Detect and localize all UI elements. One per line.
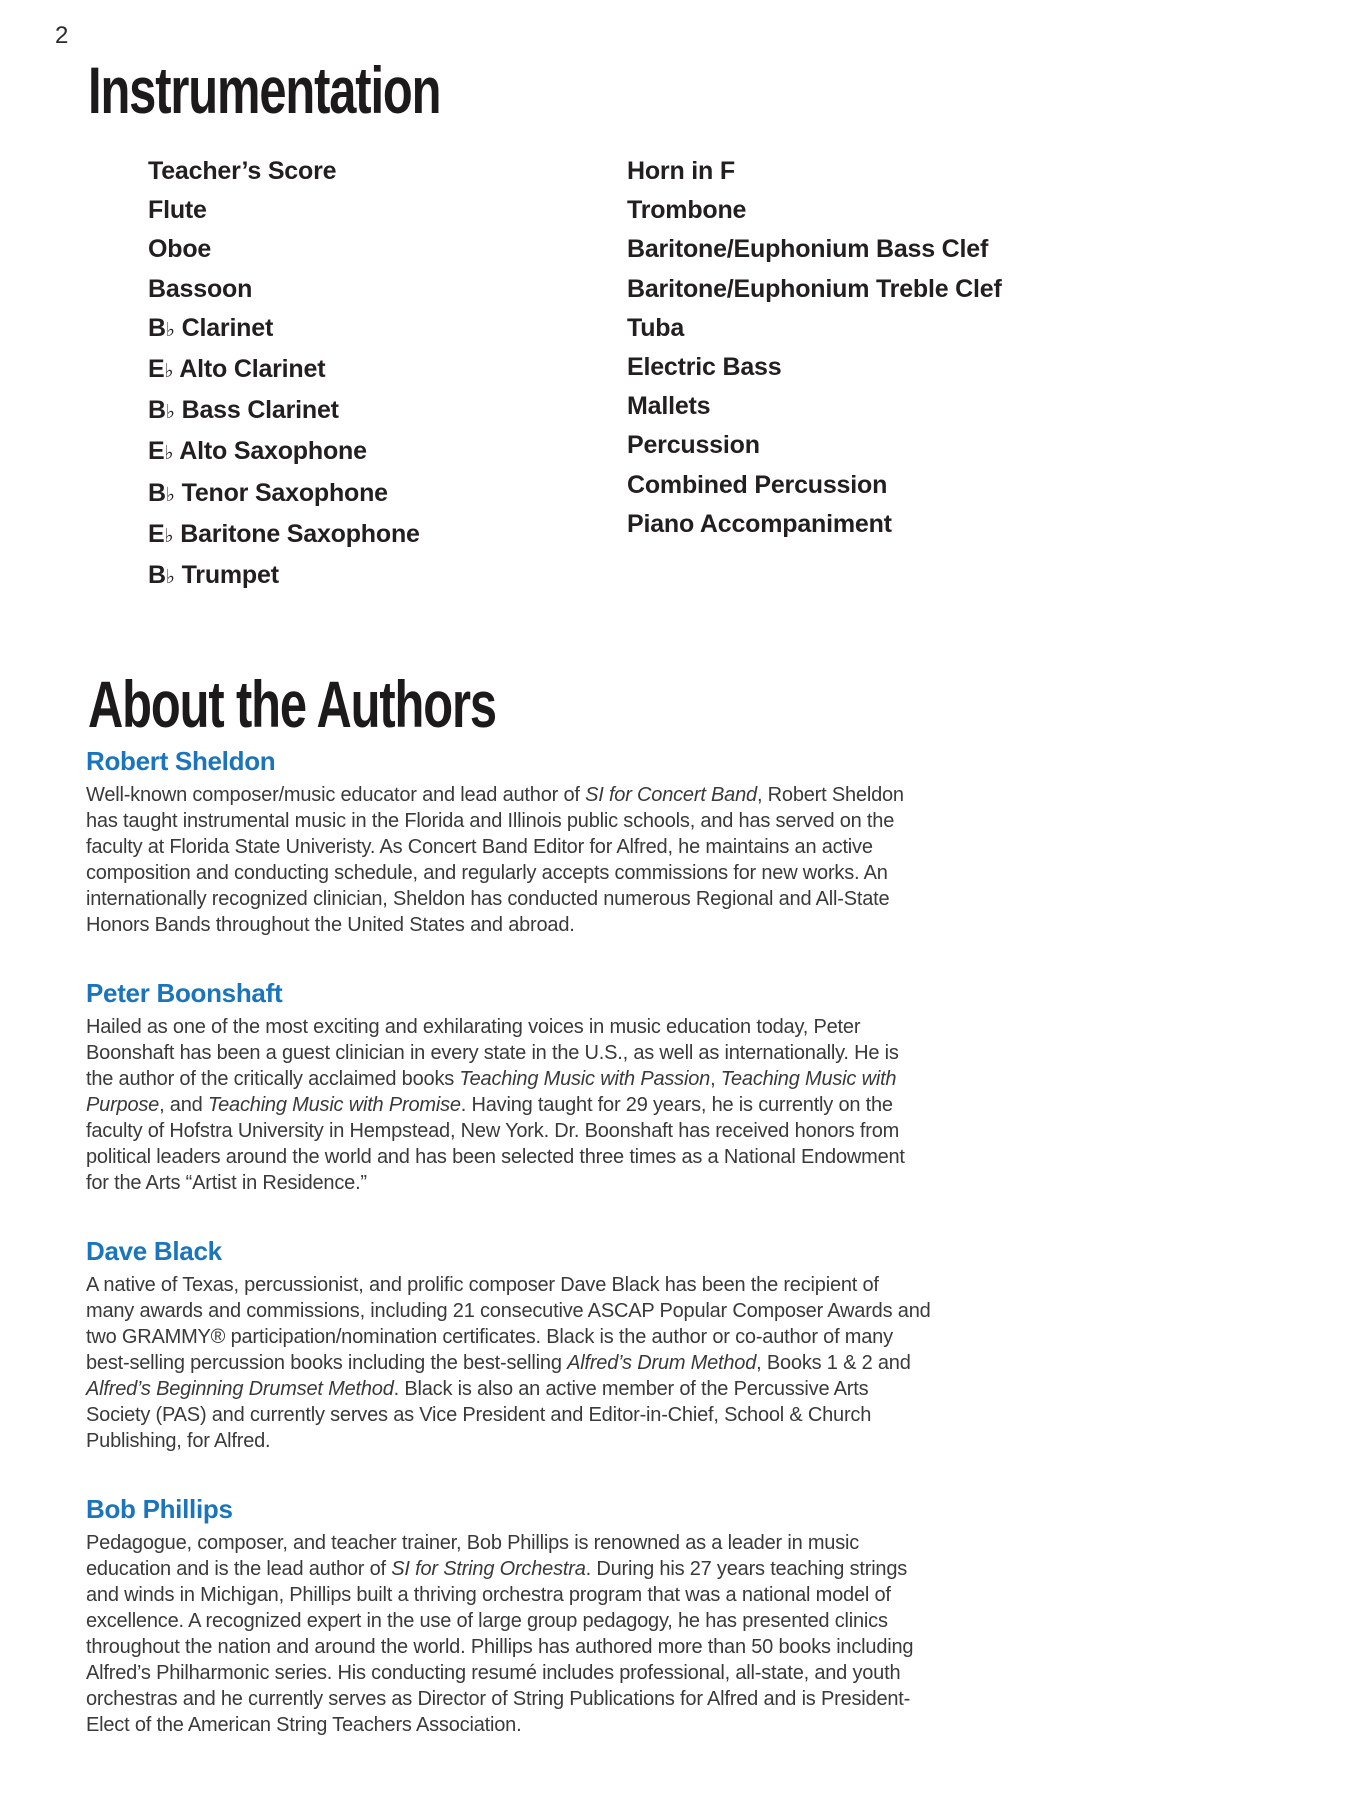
instrumentation-title: Instrumentation <box>88 53 441 127</box>
author-bio: Pedagogue, composer, and teacher trainer, Bob Phillips is renowned as a leader in music education and is the lead author of SI for String Orchestra. During his 27 years teaching strings and winds in Michigan, Phillips built a thriving orchestra program that was a national model of excellence. A recognized expert in the use of large group pedagogy, he has presented clinics throughout the nation and around the world. Phillips has authored more than 50 books including Alfred’s Philharmonic series. His conducting resumé includes professional, all-state, and youth orchestras and he currently serves as Director of String Publications for Alfred and is President-Elect of the American String Teachers Association. <box>86 1532 914 1736</box>
author-section <box>86 1236 931 1454</box>
page-number: 2 <box>55 22 69 49</box>
author-bio: Well-known composer/music educator and lead author of SI for Concert Band, Robert Sheldon has taught instrumental music in the Florida and Illinois public schools, and has served on the faculty at Florida State Univeristy. As Concert Band Editor for Alfred, he maintains an active composition and conducting schedule, and regularly accepts commissions for new works. An internationally recognized clinician, Sheldon has conducted numerous Regional and All-State Honors Bands throughout the United States and abroad. <box>86 784 904 936</box>
instrument-item: Trombone <box>627 196 747 225</box>
author-section <box>86 1494 931 1738</box>
author-section <box>86 978 931 1196</box>
instrument-item: Bassoon <box>148 274 253 303</box>
instrument-item: B♭ Bass Clarinet <box>148 396 339 425</box>
instrument-item: E♭ Alto Clarinet <box>148 355 326 384</box>
flat-symbol: ♭ <box>165 566 175 589</box>
instrument-item: Electric Bass <box>627 353 782 382</box>
instrument-item: Piano Accompaniment <box>627 509 892 538</box>
about-authors-title: About the Authors <box>88 667 496 741</box>
authors-list <box>86 746 931 1778</box>
flat-symbol: ♭ <box>165 483 175 506</box>
flat-symbol: ♭ <box>165 318 175 341</box>
instrument-item: E♭ Alto Saxophone <box>148 437 367 466</box>
author-bio: Hailed as one of the most exciting and exhilarating voices in music education today, Peter Boonshaft has been a guest clinician in every state in the U.S., as well as internationally. He is the author of the critically acclaimed books Teaching Music with Passion, Teaching Music with Purpose, and Teaching Music with Promise. Having taught for 29 years, he is currently on the faculty of Hofstra University in Hempstead, New York. Dr. Boonshaft has received honors from political leaders around the world and has been selected three times as a National Endowment for the Arts “Artist in Residence.” <box>86 1016 905 1194</box>
instrument-item: Baritone/Euphonium Bass Clef <box>627 235 989 264</box>
author-name: Peter Boonshaft <box>86 978 283 1008</box>
author-name: Bob Phillips <box>86 1494 233 1524</box>
instrument-item: B♭ Tenor Saxophone <box>148 478 388 507</box>
instrument-item: E♭ Baritone Saxophone <box>148 519 420 548</box>
author-name: Robert Sheldon <box>86 746 276 776</box>
instrumentation-column-right <box>627 152 1002 597</box>
author-section <box>86 746 931 938</box>
flat-symbol: ♭ <box>164 524 174 547</box>
instrument-item: B♭ Trumpet <box>148 561 279 590</box>
instrument-item: Flute <box>148 196 207 225</box>
author-bio: A native of Texas, percussionist, and prolific composer Dave Black has been the recipient of many awards and commissions, including 21 consecutive ASCAP Popular Composer Awards and two GRAMMY® participation/nomination certificates. Black is the author or co-author of many best-selling percussion books including the best-selling Alfred’s Drum Method, Books 1 & 2 and Alfred’s Beginning Drumset Method. Black is also an active member of the Percussive Arts Society (PAS) and currently serves as Vice President and Editor-in-Chief, School & Church Publishing, for Alfred. <box>86 1274 931 1452</box>
instrument-item: B♭ Clarinet <box>148 313 274 342</box>
instrument-item: Combined Percussion <box>627 470 888 499</box>
instrument-item: Percussion <box>627 431 760 460</box>
instrumentation-column-left <box>148 152 627 597</box>
author-name: Dave Black <box>86 1236 222 1266</box>
flat-symbol: ♭ <box>164 442 174 465</box>
instrument-item: Baritone/Euphonium Treble Clef <box>627 274 1002 303</box>
flat-symbol: ♭ <box>164 360 174 383</box>
flat-symbol: ♭ <box>165 401 175 424</box>
instrument-item: Horn in F <box>627 157 735 185</box>
instrument-item: Oboe <box>148 235 212 264</box>
instrumentation-list <box>148 152 1002 597</box>
instrument-item: Mallets <box>627 392 711 421</box>
instrument-item: Tuba <box>627 313 685 342</box>
instrument-item: Teacher’s Score <box>148 157 337 185</box>
